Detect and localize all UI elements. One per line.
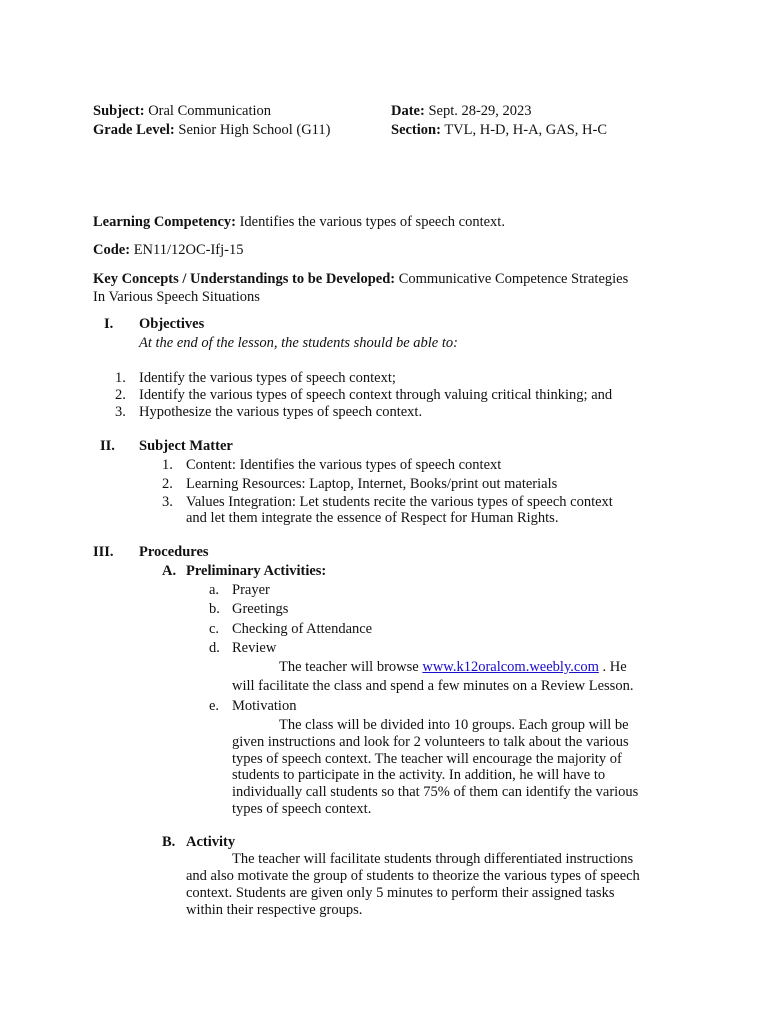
activity-letter: c. xyxy=(209,621,220,637)
objectives-intro: At the end of the lesson, the students should be able to: xyxy=(139,335,458,351)
activity-letter: d. xyxy=(209,640,220,656)
key-concepts-value: Communicative Competence Strategies xyxy=(398,271,629,287)
motivation-paragraph-line: given instructions and look for 2 volunteers to talk about the various xyxy=(232,734,629,750)
subject-matter-item: Values Integration: Let students recite the various types of speech context xyxy=(186,494,613,510)
objective-item: Identify the various types of speech context through valuing critical thinking; and xyxy=(139,387,613,403)
objective-item: Hypothesize the various types of speech context. xyxy=(139,404,423,420)
objective-number: 3. xyxy=(115,404,126,420)
activity-paragraph-line: within their respective groups. xyxy=(186,902,363,918)
objective-number: 2. xyxy=(115,387,126,403)
review-website-link[interactable]: www.k12oralcom.weebly.com xyxy=(422,659,599,675)
review-paragraph-line-2: will facilitate the class and spend a few minutes on a Review Lesson. xyxy=(232,678,634,694)
activity-letter: a. xyxy=(209,582,220,598)
subject-matter-number: 3. xyxy=(162,494,173,510)
preliminary-heading: Preliminary Activities: xyxy=(186,563,327,579)
date-line xyxy=(391,103,532,120)
activity-paragraph-line: context. Students are given only 5 minutes to perform their assigned tasks xyxy=(186,885,615,901)
preliminary-letter: A. xyxy=(162,563,177,579)
code-label: Code: xyxy=(93,242,131,258)
date-value: Sept. 28-29, 2023 xyxy=(428,103,532,119)
activity-item-attendance: Checking of Attendance xyxy=(232,621,373,637)
key-concepts-line xyxy=(93,271,628,288)
motivation-paragraph-line: types of speech context. The teacher will encourage the majority of xyxy=(232,751,622,767)
objective-number: 1. xyxy=(115,370,126,386)
activity-letter: e. xyxy=(209,698,220,714)
activity-paragraph-line: and also motivate the group of students to theorize the various types of speech xyxy=(186,868,640,884)
key-concepts-line-2: In Various Speech Situations xyxy=(93,289,260,305)
review-text-end: . He xyxy=(602,659,627,675)
review-paragraph-line-1 xyxy=(279,659,627,676)
key-concepts-label: Key Concepts / Understandings to be Developed: xyxy=(93,271,396,287)
code-line xyxy=(93,242,244,259)
activity-letter: b. xyxy=(209,601,220,617)
motivation-paragraph-line: students to participate in the activity. In addition, he will have to xyxy=(232,767,606,783)
grade-line xyxy=(93,122,330,139)
subject-line xyxy=(93,103,271,120)
activity-section-heading: Activity xyxy=(186,834,236,850)
subject-matter-number: 1. xyxy=(162,457,173,473)
motivation-paragraph-line: types of speech context. xyxy=(232,801,372,817)
grade-value: Senior High School (G11) xyxy=(178,122,331,138)
subject-matter-number: 2. xyxy=(162,476,173,492)
code-value: EN11/12OC-Ifj-15 xyxy=(133,242,244,258)
subject-matter-heading: Subject Matter xyxy=(139,438,233,454)
activity-item-motivation: Motivation xyxy=(232,698,297,714)
competency-value: Identifies the various types of speech context. xyxy=(239,214,505,230)
procedures-heading: Procedures xyxy=(139,544,209,560)
motivation-paragraph-line: individually call students so that 75% of them can identify the various xyxy=(232,784,639,800)
subject-matter-item-continued: and let them integrate the essence of Respect for Human Rights. xyxy=(186,510,559,526)
activity-item-prayer: Prayer xyxy=(232,582,270,598)
competency-line xyxy=(93,214,505,231)
activity-item-greetings: Greetings xyxy=(232,601,289,617)
subject-matter-item: Learning Resources: Laptop, Internet, Books/print out materials xyxy=(186,476,558,492)
procedures-numeral: III. xyxy=(93,544,114,560)
section-line xyxy=(391,122,607,139)
competency-label: Learning Competency: xyxy=(93,214,236,230)
activity-item-review: Review xyxy=(232,640,277,656)
objectives-heading: Objectives xyxy=(139,316,205,332)
grade-label: Grade Level: xyxy=(93,122,175,138)
subject-matter-numeral: II. xyxy=(100,438,115,454)
objective-item: Identify the various types of speech context; xyxy=(139,370,396,386)
subject-label: Subject: xyxy=(93,103,145,119)
activity-section-letter: B. xyxy=(162,834,176,850)
section-value: TVL, H-D, H-A, GAS, H-C xyxy=(444,122,608,138)
date-label: Date: xyxy=(391,103,425,119)
motivation-paragraph-line: The class will be divided into 10 groups. Each group will be xyxy=(279,717,629,733)
activity-paragraph-line: The teacher will facilitate students through differentiated instructions xyxy=(232,851,634,867)
subject-matter-item: Content: Identifies the various types of speech context xyxy=(186,457,502,473)
objectives-numeral: I. xyxy=(104,316,114,332)
section-label: Section: xyxy=(391,122,441,138)
subject-value: Oral Communication xyxy=(148,103,272,119)
review-text: The teacher will browse xyxy=(279,659,419,675)
